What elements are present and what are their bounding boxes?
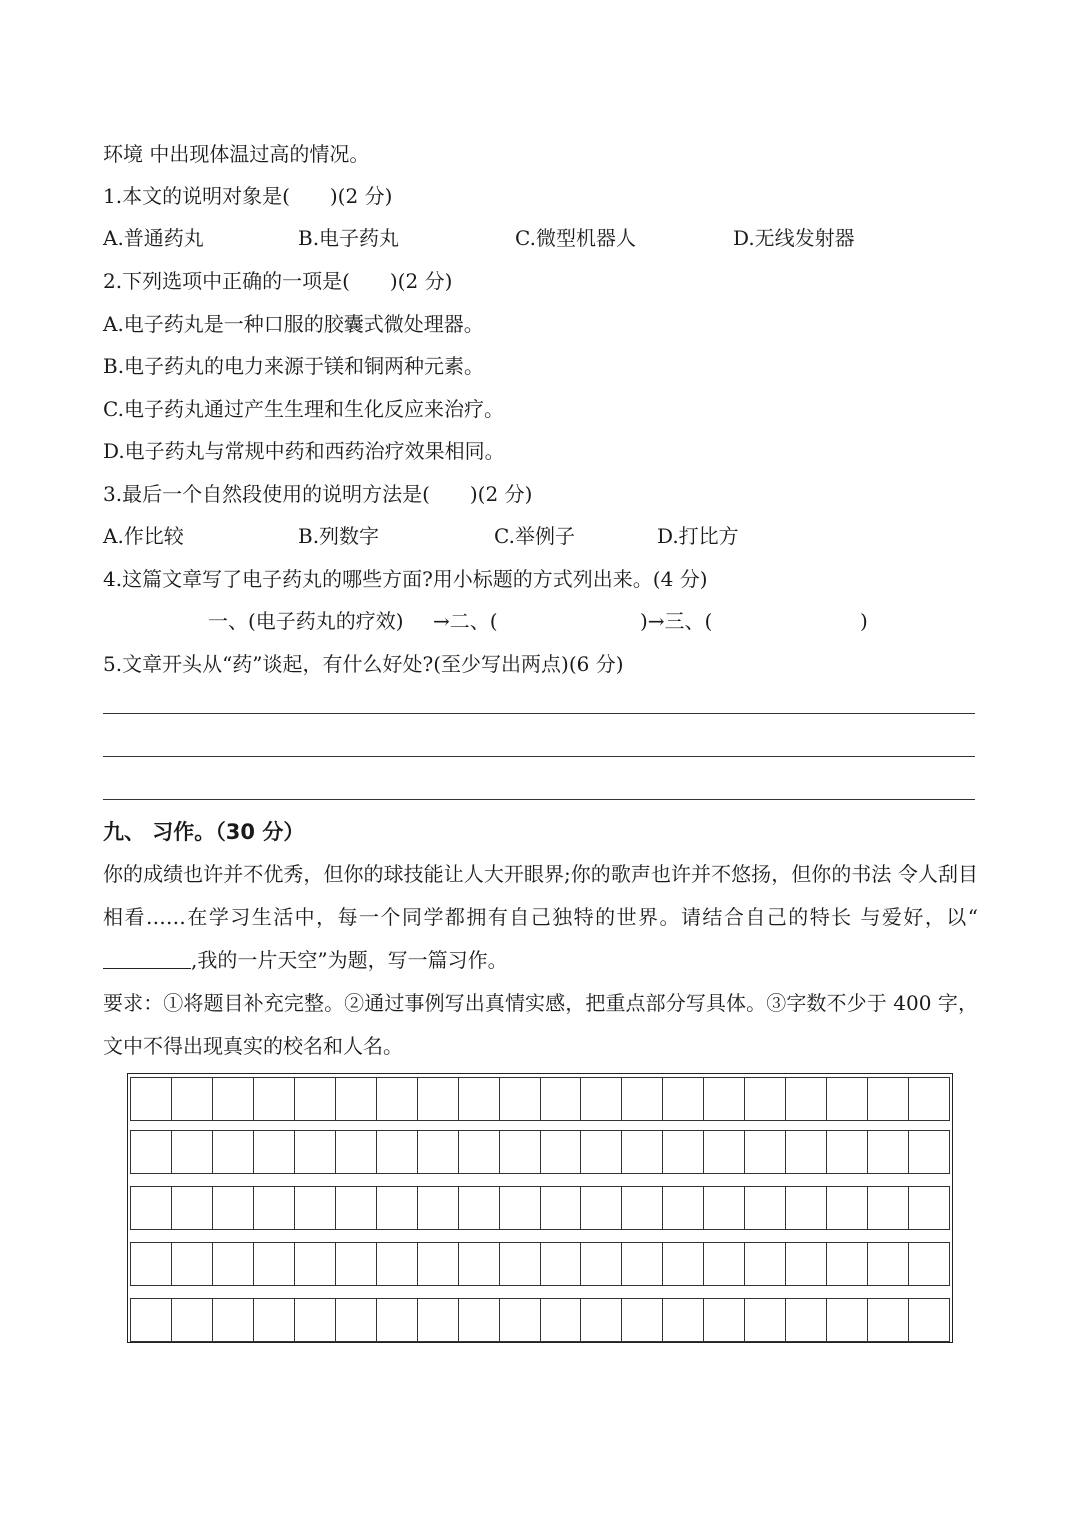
grid-cell[interactable] [662,1078,703,1120]
question-2-option-b: B.电子药丸的电力来源于镁和铜两种元素。 [103,354,485,378]
grid-cell[interactable] [171,1131,212,1173]
question-4-flow-part1: 一、(电子药丸的疗效) [208,609,404,633]
grid-cell[interactable] [499,1131,540,1173]
grid-cell[interactable] [867,1299,908,1341]
grid-cell[interactable] [417,1187,458,1229]
question-1-stem: 1.本文的说明对象是( )(2 分) [103,184,393,208]
question-1-option-b: B.电子药丸 [298,226,400,250]
grid-cell[interactable] [540,1131,581,1173]
grid-cell[interactable] [621,1187,662,1229]
question-2-option-a: A.电子药丸是一种口服的胶囊式微处理器。 [103,312,484,336]
grid-cell[interactable] [376,1243,417,1285]
grid-cell[interactable] [621,1078,662,1120]
grid-cell[interactable] [499,1243,540,1285]
grid-cell[interactable] [294,1187,335,1229]
grid-cell[interactable] [703,1243,744,1285]
grid-cell[interactable] [540,1299,581,1341]
grid-cell[interactable] [785,1131,826,1173]
question-4-flow-part2: →二、( [433,609,498,633]
grid-cell[interactable] [171,1299,212,1341]
grid-cell[interactable] [253,1243,294,1285]
grid-cell[interactable] [335,1187,376,1229]
grid-cell[interactable] [703,1078,744,1120]
grid-cell[interactable] [867,1131,908,1173]
question-3-option-c: C.举例子 [494,524,575,548]
grid-cell[interactable] [212,1299,253,1341]
grid-cell[interactable] [130,1187,171,1229]
grid-cell[interactable] [294,1243,335,1285]
title-blank[interactable] [103,948,191,969]
question-3-option-a: A.作比较 [103,524,184,548]
question-4-flow-part4: ) [860,609,868,633]
grid-cell[interactable] [621,1299,662,1341]
grid-cell[interactable] [130,1299,171,1341]
composition-requirements: 要求：①将题目补充完整。②通过事例写出真情实感，把重点部分写具体。③字数不少于 400 字，文中不得出现真实的校名和人名。 [103,991,978,1058]
grid-cell[interactable] [458,1187,499,1229]
grid-row[interactable] [130,1298,950,1342]
question-3-stem: 3.最后一个自然段使用的说明方法是( )(2 分) [103,482,533,506]
grid-cell[interactable] [253,1078,294,1120]
question-4-flow-part3: )→三、( [640,609,713,633]
question-1-option-a: A.普通药丸 [103,226,204,250]
grid-cell[interactable] [212,1078,253,1120]
grid-cell[interactable] [826,1131,867,1173]
grid-cell[interactable] [458,1243,499,1285]
answer-line-2[interactable] [103,756,975,757]
grid-cell[interactable] [785,1299,826,1341]
grid-cell[interactable] [171,1078,212,1120]
grid-cell[interactable] [458,1299,499,1341]
grid-cell[interactable] [417,1131,458,1173]
grid-cell[interactable] [826,1299,867,1341]
grid-cell[interactable] [294,1299,335,1341]
grid-cell[interactable] [212,1243,253,1285]
grid-cell[interactable] [171,1243,212,1285]
grid-cell[interactable] [335,1299,376,1341]
question-5-stem: 5.文章开头从“药”谈起，有什么好处?(至少写出两点)(6 分) [103,652,624,676]
grid-cell[interactable] [580,1078,621,1120]
grid-cell[interactable] [621,1243,662,1285]
grid-cell[interactable] [703,1299,744,1341]
grid-row[interactable] [130,1077,950,1121]
question-2-option-c: C.电子药丸通过产生生理和生化反应来治疗。 [103,397,504,421]
grid-cell[interactable] [212,1187,253,1229]
grid-cell[interactable] [785,1187,826,1229]
grid-cell[interactable] [744,1078,785,1120]
grid-cell[interactable] [335,1243,376,1285]
grid-cell[interactable] [376,1131,417,1173]
grid-cell[interactable] [499,1299,540,1341]
answer-line-3[interactable] [103,799,975,800]
grid-cell[interactable] [294,1131,335,1173]
grid-cell[interactable] [580,1131,621,1173]
grid-cell[interactable] [908,1299,950,1341]
grid-cell[interactable] [458,1131,499,1173]
question-2-option-d: D.电子药丸与常规中药和西药治疗效果相同。 [103,439,505,463]
grid-cell[interactable] [499,1078,540,1120]
grid-cell[interactable] [662,1299,703,1341]
grid-row[interactable] [130,1242,950,1286]
question-2-stem: 2.下列选项中正确的一项是( )(2 分) [103,269,453,293]
grid-cell[interactable] [908,1078,950,1120]
grid-cell[interactable] [171,1187,212,1229]
writing-grid[interactable] [127,1073,953,1343]
grid-cell[interactable] [417,1243,458,1285]
grid-cell[interactable] [703,1187,744,1229]
grid-cell[interactable] [867,1078,908,1120]
question-3-option-d: D.打比方 [657,524,739,548]
grid-cell[interactable] [744,1131,785,1173]
grid-cell[interactable] [908,1187,950,1229]
grid-cell[interactable] [662,1131,703,1173]
grid-cell[interactable] [826,1078,867,1120]
answer-line-1[interactable] [103,713,975,714]
grid-row[interactable] [130,1130,950,1174]
grid-cell[interactable] [908,1243,950,1285]
grid-cell[interactable] [376,1078,417,1120]
grid-cell[interactable] [130,1243,171,1285]
grid-cell[interactable] [540,1243,581,1285]
grid-cell[interactable] [662,1243,703,1285]
grid-cell[interactable] [253,1187,294,1229]
grid-cell[interactable] [867,1243,908,1285]
grid-cell[interactable] [253,1131,294,1173]
grid-cell[interactable] [335,1131,376,1173]
grid-cell[interactable] [212,1131,253,1173]
grid-cell[interactable] [376,1187,417,1229]
grid-cell[interactable] [744,1187,785,1229]
grid-cell[interactable] [417,1299,458,1341]
intro-line: 环境 中出现体温过高的情况。 [103,142,370,166]
grid-cell[interactable] [785,1243,826,1285]
question-3-option-b: B.列数字 [298,524,380,548]
grid-cell[interactable] [744,1299,785,1341]
grid-row[interactable] [130,1186,950,1230]
composition-prompt [103,853,978,982]
grid-cell[interactable] [540,1078,581,1120]
composition-title: 九、 习作。（30 分） [103,820,305,844]
composition-prompt-part2: ,我的一片天空”为题，写一篇习作。 [191,948,508,972]
grid-cell[interactable] [908,1131,950,1173]
grid-cell[interactable] [580,1299,621,1341]
grid-cell[interactable] [335,1078,376,1120]
grid-cell[interactable] [499,1187,540,1229]
question-1-option-d: D.无线发射器 [733,226,855,250]
grid-cell[interactable] [294,1078,335,1120]
grid-cell[interactable] [417,1078,458,1120]
grid-cell[interactable] [458,1078,499,1120]
grid-cell[interactable] [130,1078,171,1120]
grid-cell[interactable] [580,1243,621,1285]
grid-cell[interactable] [540,1187,581,1229]
question-1-option-c: C.微型机器人 [515,226,636,250]
grid-cell[interactable] [376,1299,417,1341]
composition-prompt-part1: 你的成绩也许并不优秀，但你的球技能让人大开眼界;你的歌声也许并不悠扬，但你的书法 令人刮目相看……在学习生活中，每一个同学都拥有自己独特的世界。请结合自己的特长 与爱好，以“ [103,862,978,929]
grid-cell[interactable] [703,1131,744,1173]
grid-cell[interactable] [130,1131,171,1173]
grid-cell[interactable] [826,1243,867,1285]
grid-cell[interactable] [744,1243,785,1285]
grid-cell[interactable] [662,1187,703,1229]
grid-cell[interactable] [253,1299,294,1341]
grid-cell[interactable] [826,1187,867,1229]
grid-cell[interactable] [785,1078,826,1120]
grid-cell[interactable] [621,1131,662,1173]
grid-cell[interactable] [580,1187,621,1229]
question-4-stem: 4.这篇文章写了电子药丸的哪些方面?用小标题的方式列出来。(4 分) [103,567,708,591]
grid-cell[interactable] [867,1187,908,1229]
